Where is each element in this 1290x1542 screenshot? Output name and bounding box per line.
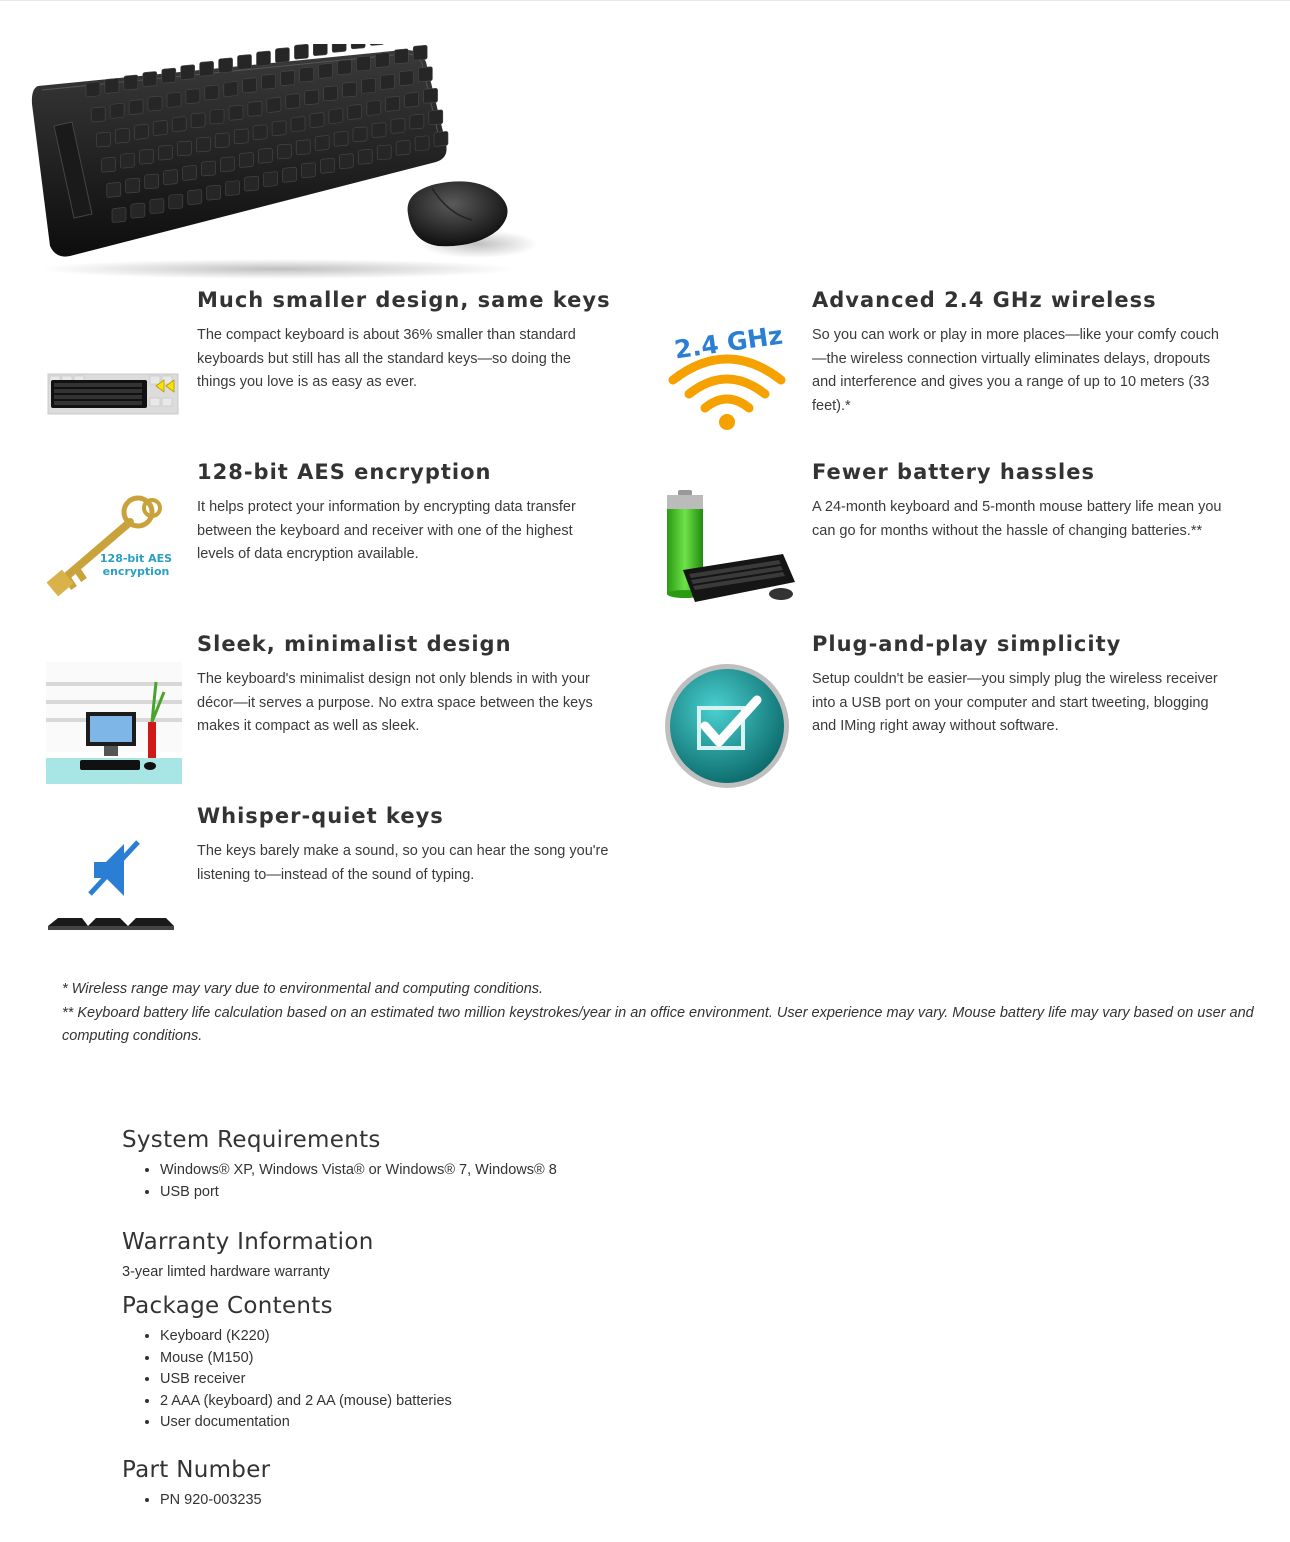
key-icon xyxy=(46,490,182,630)
feature-encryption xyxy=(46,460,646,620)
list-item: • USB receiver xyxy=(160,1369,922,1391)
feature-plug-play xyxy=(661,632,1261,792)
feature-battery xyxy=(661,460,1261,620)
feature-description: So you can work or play in more places—like your comfy couch—the wireless connection virtually eliminates delays, dropouts and interference and gives you a range of up to 10 meters (33 feet).* xyxy=(812,327,1219,415)
feature-description: The compact keyboard is about 36% smaller than standard keyboards but still has all the standard keys—so doing the things you love is as easy as ever. xyxy=(197,327,576,391)
feature-sleek xyxy=(46,632,646,792)
part-number-list xyxy=(122,1490,922,1512)
list-item: • USB port xyxy=(160,1182,922,1204)
list-item: • Keyboard (K220) xyxy=(160,1326,922,1348)
top-divider xyxy=(0,0,1290,1)
package-contents-list xyxy=(122,1326,922,1434)
list-item: • Mouse (M150) xyxy=(160,1348,922,1370)
system-requirements-heading: System Requirements xyxy=(122,1127,381,1153)
battery-icon xyxy=(661,490,797,630)
list-item: • PN 920-003235 xyxy=(160,1490,922,1512)
specifications-section xyxy=(122,1127,922,1511)
feature-title: Plug-and-play simplicity xyxy=(812,632,1122,656)
feature-description: Setup couldn't be easier—you simply plug the wireless receiver into a USB port on your computer and start tweeting, blogging and IMing right away without software. xyxy=(812,671,1218,735)
feature-description: A 24-month keyboard and 5-month mouse battery life mean you can go for months without the hassle of changing batteries.** xyxy=(812,499,1222,539)
feature-title: Much smaller design, same keys xyxy=(197,288,611,312)
warranty-heading: Warranty Information xyxy=(122,1229,374,1255)
feature-description: It helps protect your information by encrypting data transfer between the keyboard and receiver with one of the highest levels of data encryption available. xyxy=(197,499,576,563)
list-item: • User documentation xyxy=(160,1412,922,1434)
system-requirements-list xyxy=(122,1160,922,1203)
compact-keyboard-icon xyxy=(46,318,182,458)
feature-title: Whisper-quiet keys xyxy=(197,804,444,828)
mute-speaker-icon xyxy=(46,834,182,974)
footnote-wireless-range: * Wireless range may vary due to environmental and computing conditions. xyxy=(62,981,544,997)
wifi-2-4ghz-icon xyxy=(661,318,797,458)
part-number-heading: Part Number xyxy=(122,1456,271,1483)
wifi-ghz-label: 2.4 GHz xyxy=(672,320,785,365)
list-item: • 2 AAA (keyboard) and 2 AA (mouse) batteries xyxy=(160,1391,922,1413)
desk-setup-icon xyxy=(46,662,182,802)
feature-smaller-design xyxy=(46,288,646,448)
checkmark-icon xyxy=(661,662,797,802)
feature-title: Sleek, minimalist design xyxy=(197,632,512,656)
warranty-text: 3-year limted hardware warranty xyxy=(122,1264,330,1280)
feature-quiet xyxy=(46,804,646,964)
feature-title: Fewer battery hassles xyxy=(812,460,1095,484)
feature-title: 128-bit AES encryption xyxy=(197,460,492,484)
footnote-battery-life: ** Keyboard battery life calculation based on an estimated two million keystrokes/year in an office environment. User experience may vary. Mouse battery life may vary based on user and computing conditions. xyxy=(62,1004,1254,1044)
feature-description: The keyboard's minimalist design not only blends in with your décor—it serves a purpose. No extra space between the keys makes it compact as well as sleek. xyxy=(197,671,593,735)
feature-title: Advanced 2.4 GHz wireless xyxy=(812,288,1157,312)
feature-description: The keys barely make a sound, so you can hear the song you're listening to—instead of the sound of typing. xyxy=(197,843,609,883)
feature-wireless xyxy=(661,288,1261,448)
footnotes xyxy=(62,978,1277,1049)
encryption-label-line2: encryption xyxy=(102,565,170,578)
keyboard-mouse-combo-image xyxy=(28,44,543,279)
package-contents-heading: Package Contents xyxy=(122,1293,333,1319)
encryption-label-line1: 128-bit AES xyxy=(99,552,173,565)
list-item: • Windows® XP, Windows Vista® or Windows® 7, Windows® 8 xyxy=(160,1160,922,1182)
